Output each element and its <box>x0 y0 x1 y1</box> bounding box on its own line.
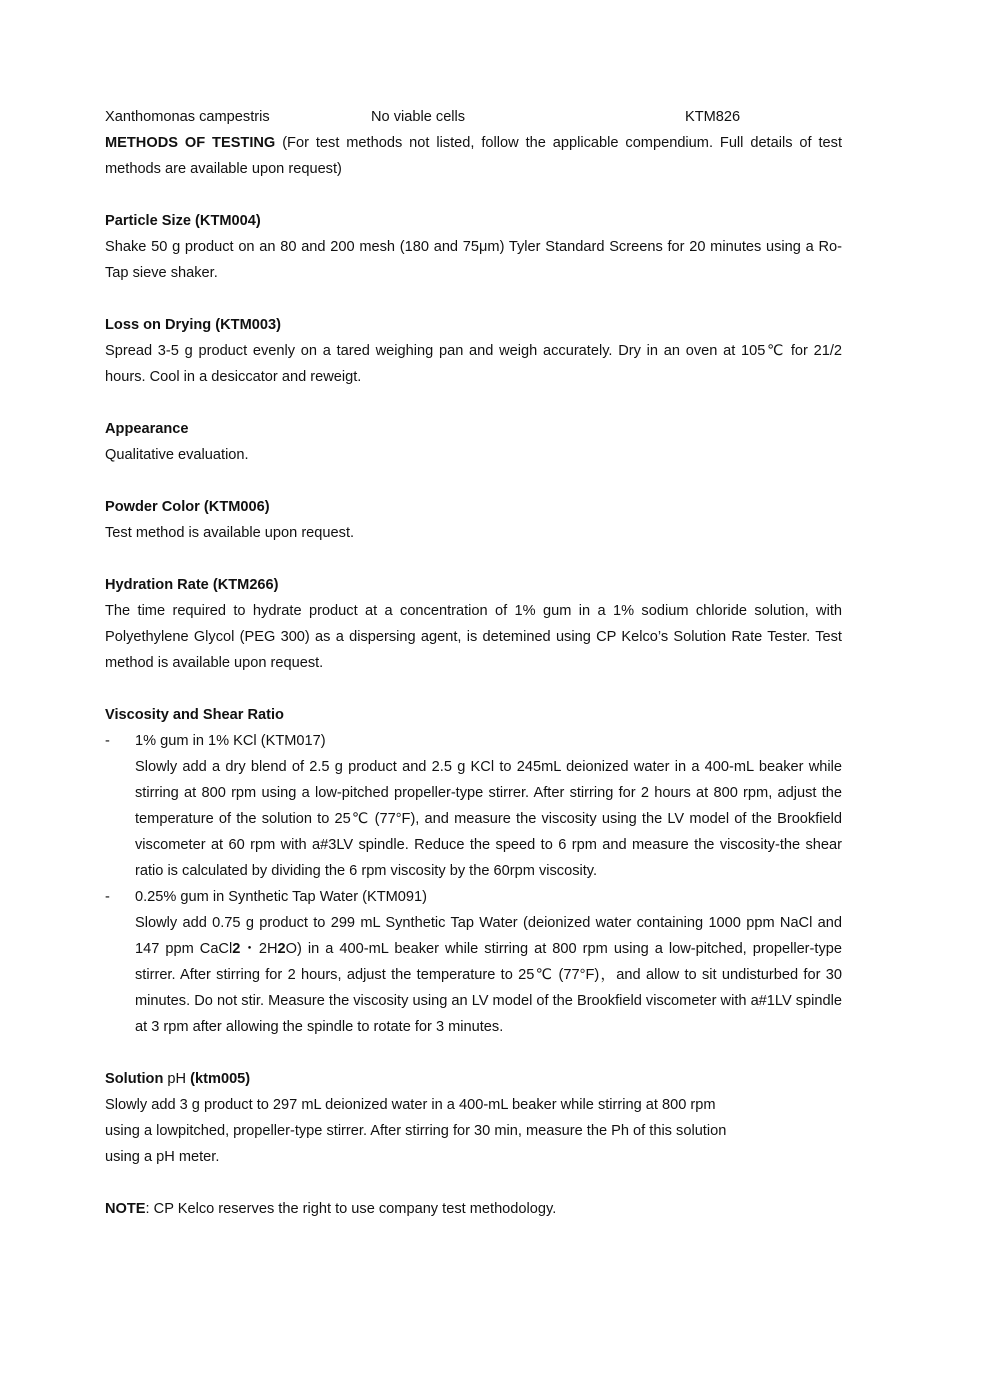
list-item-title: 0.25% gum in Synthetic Tap Water (KTM091) <box>135 889 428 905</box>
organism-cell: Xanthomonas campestris <box>105 109 270 125</box>
appearance-body: Qualitative evaluation. <box>105 447 249 463</box>
powder-color-heading: Powder Color (KTM006) <box>105 499 270 515</box>
loss-on-drying-body: Spread 3-5 g product evenly on a tared weighing pan and weigh accurately. Dry in an oven at 105℃ for 21/2 hours. Cool in a desiccator and reweigt. <box>105 343 842 385</box>
loss-on-drying-heading: Loss on Drying (KTM003) <box>105 317 281 333</box>
spec-table-row <box>105 104 842 130</box>
list-item-tap-water-viscosity <box>105 884 842 1040</box>
note-text: : CP Kelco reserves the right to use company test methodology. <box>145 1201 557 1217</box>
list-item-kcl-viscosity <box>105 728 842 884</box>
list-item-body: Slowly add 0.75 g product to 299 mL Synthetic Tap Water (deionized water containing 1000 ppm NaCl and 147 ppm CaCl2・2H2O) in a 400-mL beaker while stirring at 800 rpm using a low-pitched, propeller-type stirrer. After stirring for 2 hours, adjust the temperature to 25℃ (77°F)，and allow to sit undisturbed for 30 minutes. Do not stir. Measure the viscosity using an LV model of the Brookfield viscometer with a#1LV spindle at 3 rpm after allowing the spindle to rotate for 3 minutes. <box>135 915 842 1035</box>
list-item-body: Slowly add a dry blend of 2.5 g product and 2.5 g KCl to 245mL deionized water in a 400-mL beaker while stirring at 800 rpm using a low-pitched propeller-type stirrer. After stirring for 2 hours at 800 rpm, adjust the temperature of the solution to 25℃ (77°F), and measure the viscosity using the LV model of the Brookfield viscometer at 60 rpm with a#3LV spindle. Reduce the speed to 6 rpm and measure the viscosity-the shear ratio is calculated by dividing the 6 rpm viscosity by the 60rpm viscosity. <box>135 759 842 879</box>
hydration-rate-heading: Hydration Rate (KTM266) <box>105 577 279 593</box>
particle-size-heading: Particle Size (KTM004) <box>105 213 261 229</box>
particle-size-body: Shake 50 g product on an 80 and 200 mesh (180 and 75μm) Tyler Standard Screens for 20 minutes using a Ro-Tap sieve shaker. <box>105 239 842 281</box>
method-cell: KTM826 <box>685 109 741 125</box>
note-paragraph <box>105 1196 842 1222</box>
hydration-rate-body: The time required to hydrate product at a concentration of 1% gum in a 1% sodium chloride solution, with Polyethylene Glycol (PEG 300) as a dispersing agent, is detemined using CP Kelco’s Solution Rate Tester. Test method is available upon request. <box>105 603 842 671</box>
solution-ph-line: using a pH meter. <box>105 1149 220 1165</box>
viscosity-heading: Viscosity and Shear Ratio <box>105 707 284 723</box>
result-cell: No viable cells <box>371 109 466 125</box>
note-label: NOTE <box>105 1201 146 1217</box>
document-page <box>105 104 842 1222</box>
list-dash: - <box>105 733 110 749</box>
appearance-heading: Appearance <box>105 421 189 437</box>
list-dash: - <box>105 889 110 905</box>
methods-intro: (For test methods not listed, follow the applicable compendium. Full details of test methods are available upon request) <box>105 135 843 177</box>
solution-ph-line: Slowly add 3 g product to 297 mL deionized water in a 400-mL beaker while stirring at 800 rpm <box>105 1097 716 1113</box>
methods-of-testing-paragraph <box>105 130 842 182</box>
powder-color-body: Test method is available upon request. <box>105 525 355 541</box>
solution-ph-heading: Solution pH (ktm005) <box>105 1071 251 1087</box>
list-item-title: 1% gum in 1% KCl (KTM017) <box>135 733 326 749</box>
solution-ph-line: using a lowpitched, propeller-type stirrer. After stirring for 30 min, measure the Ph of this solution <box>105 1123 727 1139</box>
methods-heading: METHODS OF TESTING <box>105 135 276 151</box>
